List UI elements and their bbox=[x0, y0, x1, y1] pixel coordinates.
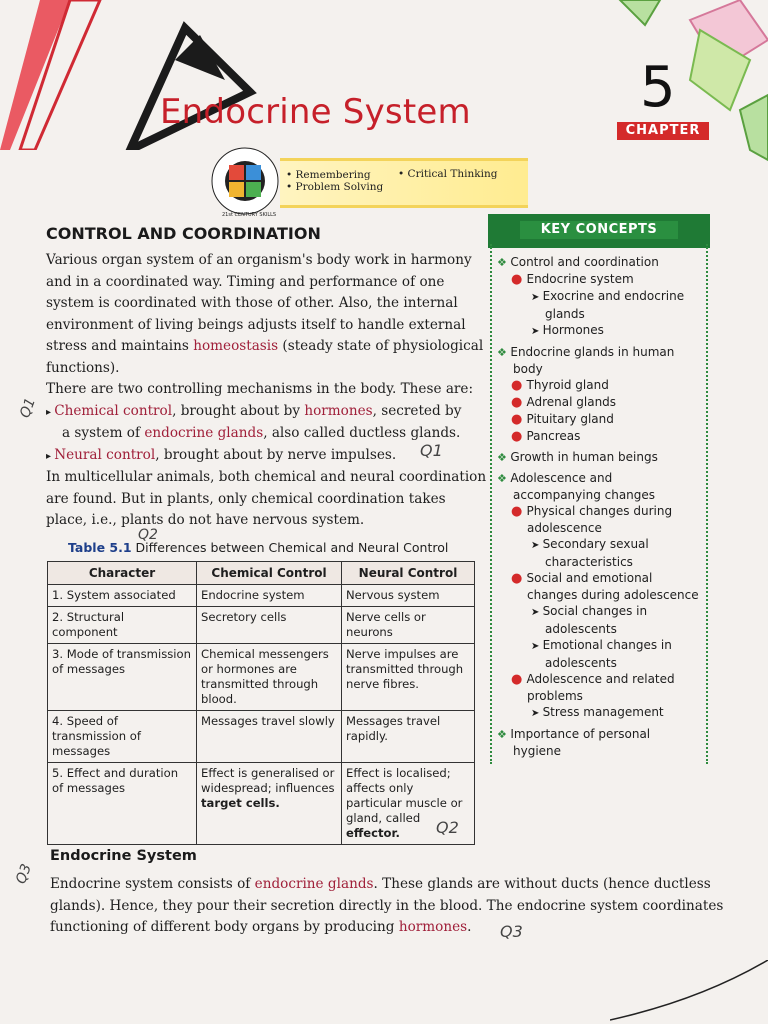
intro-line: environment of living beings adjusts itself to handle external bbox=[46, 316, 466, 333]
handwritten-annotation: Q1 bbox=[420, 441, 443, 460]
dot-bullet-icon: ● bbox=[511, 412, 527, 427]
table-cell: Messages travel rapidly. bbox=[342, 711, 475, 763]
dot-bullet-icon: ● bbox=[511, 378, 527, 393]
key-concept-item: adolescents bbox=[545, 656, 617, 670]
skill-critical-thinking: • Critical Thinking bbox=[398, 168, 498, 180]
key-concept-item: adolescence bbox=[527, 521, 602, 535]
dot-bullet-icon: ● bbox=[511, 429, 527, 444]
table-cell: Messages travel slowly bbox=[197, 711, 342, 763]
key-concept-item: ➤ Exocrine and endocrine bbox=[531, 289, 685, 303]
table-header-row bbox=[48, 562, 475, 585]
key-concept-item: ➤ Stress management bbox=[531, 705, 664, 719]
dot-bullet-icon: ● bbox=[511, 571, 527, 586]
key-concept-item: ● Endocrine system bbox=[511, 272, 634, 287]
table-cell: Nerve cells or neurons bbox=[342, 607, 475, 644]
table-caption: Table 5.1 Differences between Chemical and Neural Control bbox=[68, 540, 449, 555]
diamond-bullet-icon: ❖ bbox=[497, 451, 511, 464]
table-cell: 2. Structural component bbox=[48, 607, 197, 644]
dot-bullet-icon: ● bbox=[511, 504, 527, 519]
bullet-chemical-control: ▸ Chemical control, brought about by hormones, secreted by bbox=[46, 402, 462, 419]
key-concept-item: problems bbox=[527, 689, 583, 703]
table-cell: 1. System associated bbox=[48, 585, 197, 607]
intro-line: Various organ system of an organism's body work in harmony bbox=[46, 252, 472, 268]
comparison-table bbox=[47, 561, 475, 845]
diamond-bullet-icon: ❖ bbox=[497, 256, 511, 269]
endocrine-line: Endocrine system consists of endocrine glands. These glands are without ducts (hence ductless bbox=[50, 876, 711, 892]
intro-line: stress and maintains homeostasis (steady state of physiological bbox=[46, 338, 484, 354]
coordination-line: In multicellular animals, both chemical and neural coordination bbox=[46, 469, 487, 485]
table-cell: Effect is generalised or widespread; influences target cells. bbox=[197, 763, 342, 845]
skills-badge-text: 21st CENTURY SKILLS bbox=[222, 212, 277, 218]
handwritten-annotation: Q2 bbox=[436, 818, 459, 837]
diamond-bullet-icon: ❖ bbox=[497, 472, 511, 485]
skills-badge-icon bbox=[210, 146, 280, 216]
key-concept-item: ❖ Control and coordination bbox=[497, 255, 659, 269]
intro-paragraph bbox=[46, 250, 487, 532]
decorative-shapes bbox=[600, 0, 768, 170]
table-row bbox=[48, 607, 475, 644]
table-row bbox=[48, 644, 475, 711]
table-row bbox=[48, 585, 475, 607]
table-cell: 4. Speed of transmission of messages bbox=[48, 711, 197, 763]
key-concept-item: ➤ Emotional changes in bbox=[531, 638, 672, 652]
arrow-bullet-icon: ➤ bbox=[531, 708, 543, 719]
table-cell: Endocrine system bbox=[197, 585, 342, 607]
key-concept-item: ➤ Secondary sexual bbox=[531, 537, 649, 551]
key-concept-item: ➤ Hormones bbox=[531, 323, 604, 337]
skill-problem-solving: • Problem Solving bbox=[286, 181, 384, 193]
key-concept-item: ❖ Importance of personal bbox=[497, 727, 651, 741]
dot-bullet-icon: ● bbox=[511, 272, 527, 287]
table-header: Character bbox=[48, 562, 197, 585]
arrow-bullet-icon: ➤ bbox=[531, 540, 543, 551]
endocrine-heading: Endocrine System bbox=[50, 848, 197, 864]
table-cell: Nerve impulses are transmitted through nerve fibres. bbox=[342, 644, 475, 711]
table-cell: 3. Mode of transmission of messages bbox=[48, 644, 197, 711]
table-row bbox=[48, 711, 475, 763]
page-title: Endocrine System bbox=[160, 92, 471, 132]
key-concepts-header: KEY CONCEPTS bbox=[488, 214, 710, 248]
handwritten-annotation: Q3 bbox=[500, 922, 523, 941]
mechanisms-intro: There are two controlling mechanisms in the body. These are: bbox=[46, 381, 474, 397]
chapter-label: CHAPTER bbox=[617, 122, 709, 140]
dot-bullet-icon: ● bbox=[511, 395, 527, 410]
key-concept-item: ➤ Social changes in bbox=[531, 604, 648, 618]
term-homeostasis: homeostasis bbox=[193, 338, 279, 354]
table-cell: Secretory cells bbox=[197, 607, 342, 644]
handwritten-annotation: Q1 bbox=[17, 395, 39, 421]
key-concept-item: ❖ Growth in human beings bbox=[497, 450, 658, 464]
key-concept-item: accompanying changes bbox=[513, 488, 656, 502]
key-concept-item: ❖ Endocrine glands in human bbox=[497, 345, 675, 359]
table-cell: Effect is localised; affects only particular muscle or gland, called effector. bbox=[342, 763, 475, 845]
coordination-line: place, i.e., plants do not have nervous system. bbox=[46, 512, 365, 528]
bullet-neural-control: ▸ Neural control, brought about by nerve impulses. bbox=[46, 446, 397, 463]
dot-bullet-icon: ● bbox=[511, 672, 527, 687]
key-concept-item: ● Physical changes during bbox=[511, 504, 673, 519]
bullet-chemical-control-cont: a system of endocrine glands, also called ductless glands. bbox=[62, 425, 461, 441]
key-concept-item: adolescents bbox=[545, 622, 617, 636]
table-row bbox=[48, 763, 475, 845]
table-header: Chemical Control bbox=[197, 562, 342, 585]
key-concept-item: characteristics bbox=[545, 555, 633, 569]
arrow-bullet-icon: ➤ bbox=[531, 641, 543, 652]
key-concept-item: ● Pancreas bbox=[511, 429, 581, 444]
key-concept-item: hygiene bbox=[513, 744, 562, 758]
arrow-bullet-icon: ➤ bbox=[531, 292, 543, 303]
endocrine-line: glands). Hence, they pour their secretion directly in the blood. The endocrine system coordinates bbox=[50, 897, 724, 914]
key-concept-item: ● Adrenal glands bbox=[511, 395, 617, 410]
key-concept-item: glands bbox=[545, 307, 585, 321]
key-concept-item: ❖ Adolescence and bbox=[497, 471, 613, 485]
intro-line: functions). bbox=[46, 359, 120, 376]
key-concepts-list bbox=[497, 254, 702, 759]
key-concept-item: body bbox=[513, 362, 543, 376]
key-concept-item: ● Thyroid gland bbox=[511, 378, 609, 393]
key-concept-item: ● Social and emotional bbox=[511, 571, 653, 586]
arrow-bullet-icon: ➤ bbox=[531, 607, 543, 618]
table-cell: Nervous system bbox=[342, 585, 475, 607]
table-header: Neural Control bbox=[342, 562, 475, 585]
key-concept-item: ● Pituitary gland bbox=[511, 412, 614, 427]
endocrine-paragraph bbox=[50, 874, 724, 939]
diamond-bullet-icon: ❖ bbox=[497, 728, 511, 741]
skill-remembering: • Remembering bbox=[286, 169, 371, 181]
diamond-bullet-icon: ❖ bbox=[497, 346, 511, 359]
chapter-number: 5 bbox=[640, 55, 676, 120]
page-corner-curve bbox=[610, 960, 768, 1024]
endocrine-line: functioning of different body organs by producing hormones. bbox=[50, 919, 472, 935]
section-heading: CONTROL AND COORDINATION bbox=[46, 224, 321, 243]
handwritten-annotation: Q2 bbox=[138, 527, 158, 543]
table-cell: Chemical messengers or hormones are transmitted through blood. bbox=[197, 644, 342, 711]
handwritten-annotation: Q3 bbox=[13, 861, 35, 887]
intro-line: and in a coordinated way. Timing and performance of one bbox=[46, 273, 445, 290]
key-concept-item: changes during adolescence bbox=[527, 588, 699, 602]
key-concept-item: ● Adolescence and related bbox=[511, 672, 675, 687]
arrow-bullet-icon: ➤ bbox=[531, 326, 543, 337]
intro-line: system is coordinated with those of other. Also, the internal bbox=[46, 295, 458, 311]
table-cell: 5. Effect and duration of messages bbox=[48, 763, 197, 845]
coordination-line: are found. But in plants, only chemical coordination takes bbox=[46, 490, 446, 507]
